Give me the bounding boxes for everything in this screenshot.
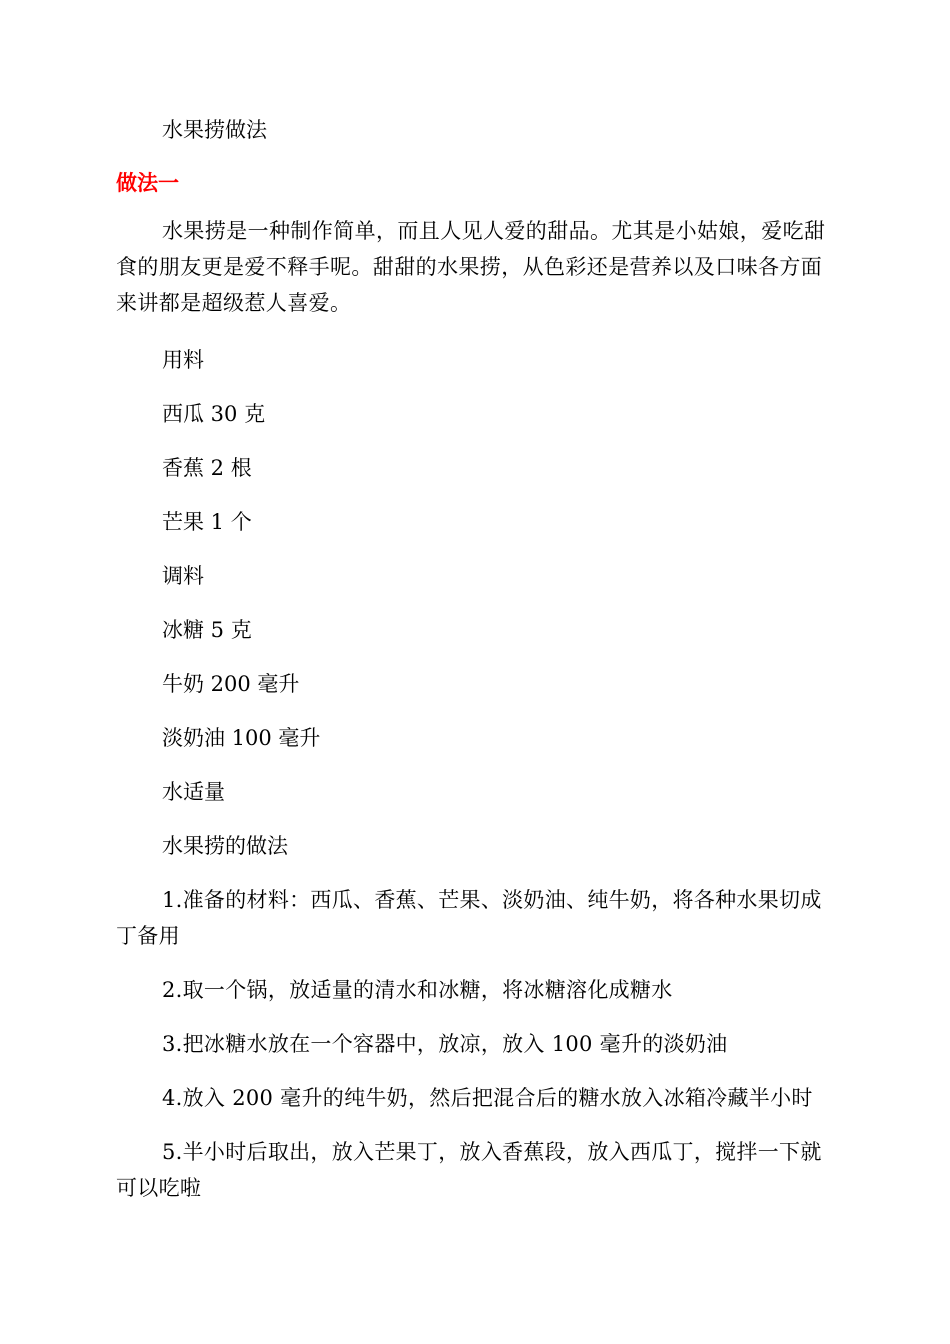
method-step: 4.放入 200 毫升的纯牛奶，然后把混合后的糖水放入冰箱冷藏半小时 <box>162 1086 813 1110</box>
seasoning-item: 淡奶油 100 毫升 <box>162 726 321 750</box>
seasoning-item: 水适量 <box>162 780 225 804</box>
intro-paragraph: 水果捞是一种制作简单，而且人见人爱的甜品。尤其是小姑娘，爱吃甜食的朋友更是爱不释手呢。甜甜的水果捞，从色彩还是营养以及口味各方面来讲都是超级惹人喜爱。 <box>116 219 826 315</box>
ingredients-heading: 用料 <box>162 348 204 372</box>
seasonings-heading: 调料 <box>162 564 204 588</box>
method-step: 3.把冰糖水放在一个容器中，放凉，放入 100 毫升的淡奶油 <box>162 1032 728 1056</box>
method-heading: 水果捞的做法 <box>162 834 288 858</box>
method-step: 1.准备的材料：西瓜、香蕉、芒果、淡奶油、纯牛奶，将各种水果切成丁备用 <box>116 888 822 948</box>
ingredient-item: 香蕉 2 根 <box>162 456 252 480</box>
method-step: 5.半小时后取出，放入芒果丁，放入香蕉段，放入西瓜丁，搅拌一下就可以吃啦 <box>116 1140 822 1200</box>
method-step: 2.取一个锅，放适量的清水和冰糖，将冰糖溶化成糖水 <box>162 978 673 1002</box>
section-heading: 做法一 <box>116 171 179 195</box>
seasoning-item: 牛奶 200 毫升 <box>162 672 300 696</box>
ingredient-item: 芒果 1 个 <box>162 510 252 534</box>
document-title: 水果捞做法 <box>162 118 267 142</box>
seasoning-item: 冰糖 5 克 <box>162 618 252 642</box>
ingredient-item: 西瓜 30 克 <box>162 402 266 426</box>
